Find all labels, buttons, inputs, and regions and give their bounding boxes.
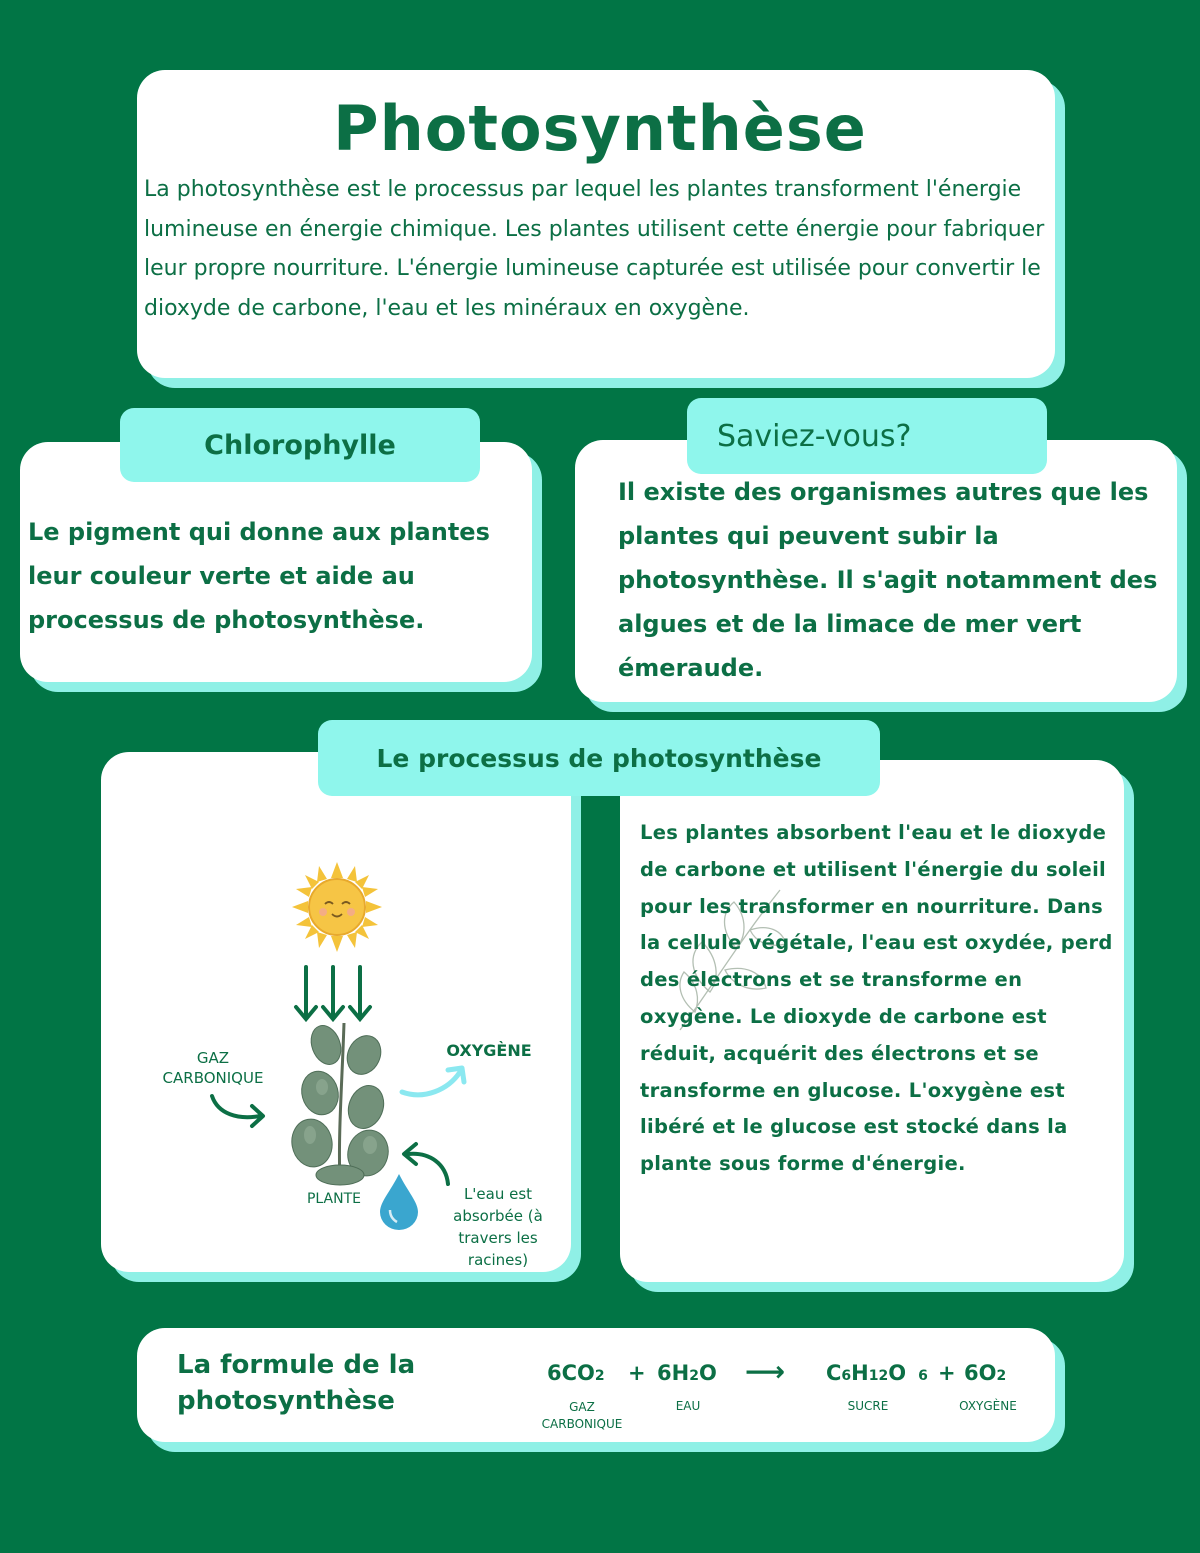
water-arrow-icon (396, 1142, 456, 1188)
process-heading: Le processus de photosynthèse (318, 720, 880, 796)
formula-glucose: C6H12O 6 (826, 1361, 928, 1385)
formula-plus-2: + (938, 1361, 956, 1385)
sun-icon (292, 862, 382, 952)
formula-label-oxygen: OXYGÈNE (959, 1399, 1017, 1413)
formula-water: 6H2O (657, 1361, 717, 1385)
formula-co2: 6CO2 (547, 1361, 605, 1385)
plant-label: PLANTE (306, 1191, 361, 1207)
chlorophyll-heading: Chlorophylle (120, 408, 480, 482)
formula-label-sugar: SUCRE (847, 1399, 889, 1413)
process-text: Les plantes absorbent l'eau et le dioxyde de carbone et utilisent l'énergie du soleil pour les transformer en nourriture. Dans la cellule végétale, l'eau est oxydée, perd des électrons et se transforme en oxygène. Le dioxyde de carbone est réduit, acquérit des électrons et se transforme en glucose. L'oxygène est libéré et le glucose est stocké dans la plante sous forme d'énergie. (640, 821, 1113, 1176)
did-you-know-text: Il existe des organismes autres que les plantes qui peuvent subir la photosynthèse. Il s'agit notamment des algues et de la limace de mer vert émeraude. (618, 478, 1158, 682)
chlorophyll-text: Le pigment qui donne aux plantes leur couleur verte et aide au processus de photosynthèse. (28, 518, 490, 634)
formula-arrow: ⟶ (745, 1355, 786, 1388)
oxygen-label: OXYGÈNE (446, 1041, 532, 1060)
oxygen-arrow-icon (398, 1062, 470, 1100)
co2-label: GAZ CARBONIQUE (162, 1049, 264, 1087)
formula-plus-1: + (628, 1361, 646, 1385)
formula-oxygen: 6O2 (964, 1361, 1007, 1385)
formula-title: La formule de la photosynthèse (177, 1350, 416, 1416)
formula-label-co2: GAZ CARBONIQUE (541, 1400, 623, 1431)
formula-label-water: EAU (675, 1399, 701, 1413)
intro-text: La photosynthèse est le processus par lequel les plantes transforment l'énergie lumineuse en énergie chimique. Les plantes utilisent cette énergie pour fabriquer leur propre nourriture. L'énergie lumineuse capturée est utilisée pour convertir le dioxyde de carbone, l'eau et les minéraux en oxygène. (144, 177, 1045, 321)
co2-arrow-icon (208, 1092, 270, 1132)
did-you-know-heading: Saviez-vous? (687, 398, 1047, 474)
page-title: Photosynthèse (333, 92, 867, 165)
plant-icon (282, 1015, 400, 1185)
water-label: L'eau est absorbée (à travers les racines) (453, 1185, 543, 1269)
